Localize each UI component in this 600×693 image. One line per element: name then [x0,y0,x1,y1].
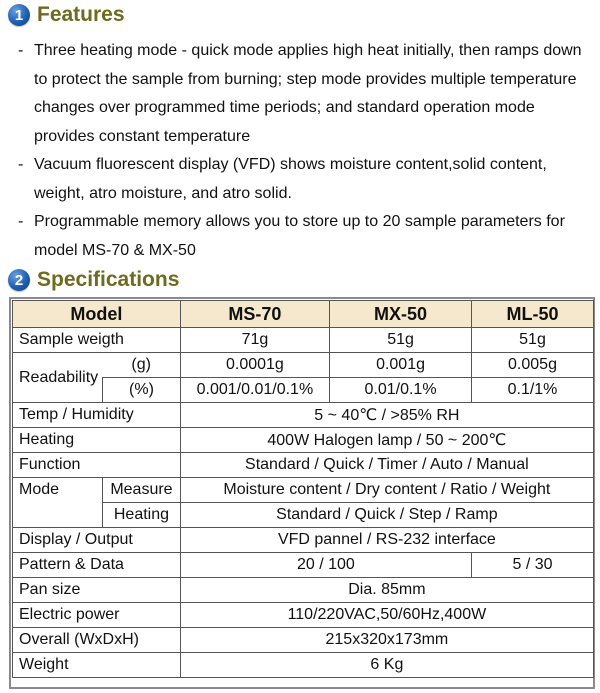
cell-value: 0.001/0.01/0.1% [180,378,329,403]
cell-value: 20 / 100 [180,553,471,578]
cell-value: Standard / Quick / Step / Ramp [180,503,593,528]
row-label: Sample weigth [13,328,181,353]
cell-value: 51g [472,328,594,353]
dash-bullet-icon: - [18,213,24,230]
cell-value: 110/220VAC,50/60Hz,400W [180,603,593,628]
feature-text: Vacuum fluorescent display (VFD) shows moisture content,solid content, weight, atro moisture, and atro solid. [34,156,547,202]
header-ml50: ML-50 [472,301,594,328]
feature-item [18,37,593,151]
row-sublabel: (%) [103,378,181,403]
features-heading [8,3,125,27]
row-sublabel: Heating [103,503,181,528]
number-two-badge-icon: 2 [8,269,30,291]
row-label: Mode [13,478,103,528]
row-sublabel: (g) [103,353,181,378]
table-row [13,653,594,678]
table-header-row [13,301,594,328]
features-title: Features [37,3,125,26]
cell-value: 71g [180,328,329,353]
feature-item [18,208,593,265]
table-row [13,578,594,603]
table-row [13,603,594,628]
dash-bullet-icon: - [18,156,24,173]
cell-value: Standard / Quick / Timer / Auto / Manual [180,453,593,478]
table-row [13,478,594,503]
row-label: Function [13,453,181,478]
row-sublabel: Measure [103,478,181,503]
features-list [18,37,593,265]
cell-value: 5 / 30 [472,553,594,578]
header-mx50: MX-50 [330,301,472,328]
row-label: Temp / Humidity [13,403,181,428]
row-label: Weight [13,653,181,678]
cell-value: 0.005g [472,353,594,378]
table-row [13,353,594,378]
cell-value: 0.0001g [180,353,329,378]
cell-value: 51g [330,328,472,353]
cell-value: 400W Halogen lamp / 50 ~ 200℃ [180,428,593,453]
feature-text: Programmable memory allows you to store up to 20 sample parameters for model MS-70 & MX-50 [34,213,565,259]
cell-value: 215x320x173mm [180,628,593,653]
cell-value: 6 Kg [180,653,593,678]
table-row [13,628,594,653]
specifications-table [12,300,594,678]
table-row [13,553,594,578]
specifications-title: Specifications [37,268,180,291]
cell-value: VFD pannel / RS-232 interface [180,528,593,553]
header-model: Model [13,301,181,328]
table-row [13,403,594,428]
row-label: Display / Output [13,528,181,553]
header-ms70: MS-70 [180,301,329,328]
cell-value: 0.001g [330,353,472,378]
table-row [13,453,594,478]
row-label: Heating [13,428,181,453]
cell-value: Moisture content / Dry content / Ratio / Weight [180,478,593,503]
cell-value: Dia. 85mm [180,578,593,603]
dash-bullet-icon: - [18,42,24,59]
table-row [13,428,594,453]
cell-value: 5 ~ 40℃ / >85% RH [180,403,593,428]
feature-text: Three heating mode - quick mode applies high heat initially, then ramps down to protect the sample from burning; step mode provides multiple temperature changes over programmed time periods; and standard operation mode provides constant temperature [34,42,582,145]
cell-value: 0.01/0.1% [330,378,472,403]
table-row [13,328,594,353]
row-label: Pan size [13,578,181,603]
row-label: Overall (WxDxH) [13,628,181,653]
cell-value: 0.1/1% [472,378,594,403]
row-label: Pattern & Data [13,553,181,578]
feature-item [18,151,593,208]
row-label: Electric power [13,603,181,628]
row-label: Readability [13,353,103,403]
number-one-badge-icon: 1 [8,4,30,26]
table-row [13,528,594,553]
specifications-heading [8,268,179,292]
